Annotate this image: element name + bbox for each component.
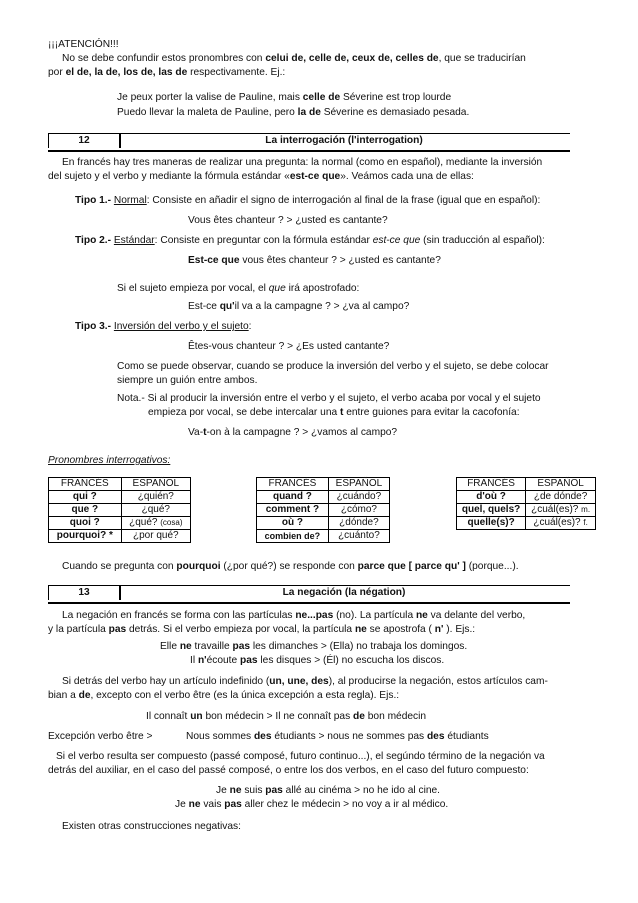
s12-intro-1: En francés hay tres maneras de realizar una pregunta: la normal (como en español), mediante la inversión: [62, 157, 543, 168]
observation-1: Como se puede observar, cuando se produce la inversión del verbo y el sujeto, se debe colocar: [117, 361, 549, 372]
table-row: quoi ? ¿qué? (cosa): [49, 517, 191, 530]
table-row: quel, quels? ¿cuál(es)? m.: [457, 504, 596, 517]
section-12-number: 12: [48, 134, 121, 148]
table-row: où ? ¿dónde?: [257, 517, 390, 530]
note-1: Nota.- Si al producir la inversión entre el verbo y el sujeto, el verbo acaba por vocal y el sujeto: [117, 393, 541, 404]
section-12-title: La interrogación (l'interrogation): [265, 135, 423, 146]
note-2: empieza por vocal, se debe intercalar una t entre guiones para evitar la cacofonía:: [148, 407, 520, 418]
s13-ex-5: Je ne vais pas aller chez le médecin > no voy a ir al médico.: [175, 799, 449, 810]
table-header: ESPAÑOL: [328, 478, 389, 491]
tipo-3: Tipo 3.- Inversión del verbo y el sujeto:: [75, 321, 252, 332]
s13-ex-2: Il n'écoute pas les disques > (Él) no escucha los discos.: [190, 655, 445, 666]
s13-exception-label: Excepción verbo être >: [48, 731, 153, 742]
table-row: quelle(s)? ¿cuál(es)? f.: [457, 517, 596, 530]
vocal-rule: Si el sujeto empieza por vocal, el que irá apostrofado:: [117, 283, 360, 294]
pronouns-table-2: [256, 477, 390, 543]
tipo-1-example: Vous êtes chanteur ? > ¿usted es cantante?: [188, 215, 388, 226]
table-header: FRANCÉS: [257, 478, 329, 491]
attention-example-fr: Je peux porter la valise de Pauline, mais celle de Séverine est trop lourde: [117, 92, 452, 103]
tipo-2-example: Est-ce que vous êtes chanteur ? > ¿usted es cantante?: [188, 255, 441, 266]
table-row: que ? ¿qué?: [49, 504, 191, 517]
attention-line-2: por el de, la de, los de, las de respectivamente. Ej.:: [48, 67, 286, 78]
s13-p5: Si el verbo resulta ser compuesto (passé composé, futuro continuo...), el segúndo término de la negación va: [56, 751, 545, 762]
s13-p6: detrás del auxiliar, en el caso del passé composé, o entre los dos verbos, en el caso del futuro compuesto:: [48, 765, 529, 776]
section-13-header: [48, 585, 570, 604]
s13-p3: Si detrás del verbo hay un artículo indefinido (un, une, des), al producirse la negación, estos artículos cam-: [62, 676, 548, 687]
s13-p1: La negación en francés se forma con las partículas ne...pas (no). La partícula ne va delante del verbo,: [62, 610, 526, 621]
table-header: ESPAÑOL: [526, 478, 596, 491]
observation-2: siempre un guión entre ambos.: [117, 375, 258, 386]
attention-title: ¡¡¡ATENCIÓN!!!: [48, 39, 119, 50]
s13-ex-3: Il connaît un bon médecin > Il ne connaît pas de bon médecin: [146, 711, 427, 722]
table-header: FRANCÉS: [457, 478, 526, 491]
tipo-1: Tipo 1.- Normal: Consiste en añadir el signo de interrogación al final de la frase (igual que en español):: [75, 195, 541, 206]
section-12-header: [48, 133, 570, 152]
table-row: quand ? ¿cuándo?: [257, 491, 390, 504]
s13-p4: bian a de, excepto con el verbo être (es la única excepción a esta regla). Ejs.:: [48, 690, 400, 701]
s13-p7: Existen otras construcciones negativas:: [62, 821, 241, 832]
table-header: ESPAÑOL: [121, 478, 190, 491]
pourquoi-note: Cuando se pregunta con pourquoi (¿por qué?) se responde con parce que [ parce qu' ] (porque...).: [62, 561, 519, 572]
pronouns-table-3: [456, 477, 596, 530]
note-example: Va-t-on à la campagne ? > ¿vamos al campo?: [188, 427, 398, 438]
s13-p2: y la partícula pas detrás. Si el verbo empieza por vocal, la partícula ne se apostrofa ( n' ). Ejs.:: [48, 624, 476, 635]
table-row: combien de? ¿cuánto?: [257, 530, 390, 543]
attention-line-1: No se debe confundir estos pronombres con celui de, celle de, ceux de, celles de, que se traducirían: [62, 53, 526, 64]
vocal-example: Est-ce qu'il va a la campagne ? > ¿va al campo?: [188, 301, 410, 312]
attention-example-es: Puedo llevar la maleta de Pauline, pero la de Séverine es demasiado pesada.: [117, 107, 470, 118]
tipo-3-example: Êtes-vous chanteur ? > ¿Es usted cantante?: [188, 341, 390, 352]
table-row: pourquoi? * ¿por qué?: [49, 530, 191, 543]
section-13-title: La negación (la négation): [282, 587, 406, 598]
table-row: comment ? ¿cómo?: [257, 504, 390, 517]
table-row: qui ? ¿quién?: [49, 491, 191, 504]
tipo-2: Tipo 2.- Estándar: Consiste en preguntar con la fórmula estándar est-ce que (sin traducción al español):: [75, 235, 545, 246]
s13-ex-1: Elle ne travaille pas les dimanches > (Ella) no trabaja los domingos.: [160, 641, 468, 652]
pronouns-table-1: [48, 477, 191, 543]
section-13-number: 13: [48, 586, 121, 600]
s12-intro-2: del sujeto y el verbo y mediante la fórmula estándar «est-ce que». Veámos cada una de ellas:: [48, 171, 474, 182]
s13-ex-4: Je ne suis pas allé au cinéma > no he ido al cine.: [216, 785, 440, 796]
pronouns-title: Pronombres interrogativos:: [48, 455, 171, 466]
s13-exception-example: Nous sommes des étudiants > nous ne sommes pas des étudiants: [186, 731, 489, 742]
table-header: FRANCÉS: [49, 478, 122, 491]
table-row: d'où ? ¿de dónde?: [457, 491, 596, 504]
